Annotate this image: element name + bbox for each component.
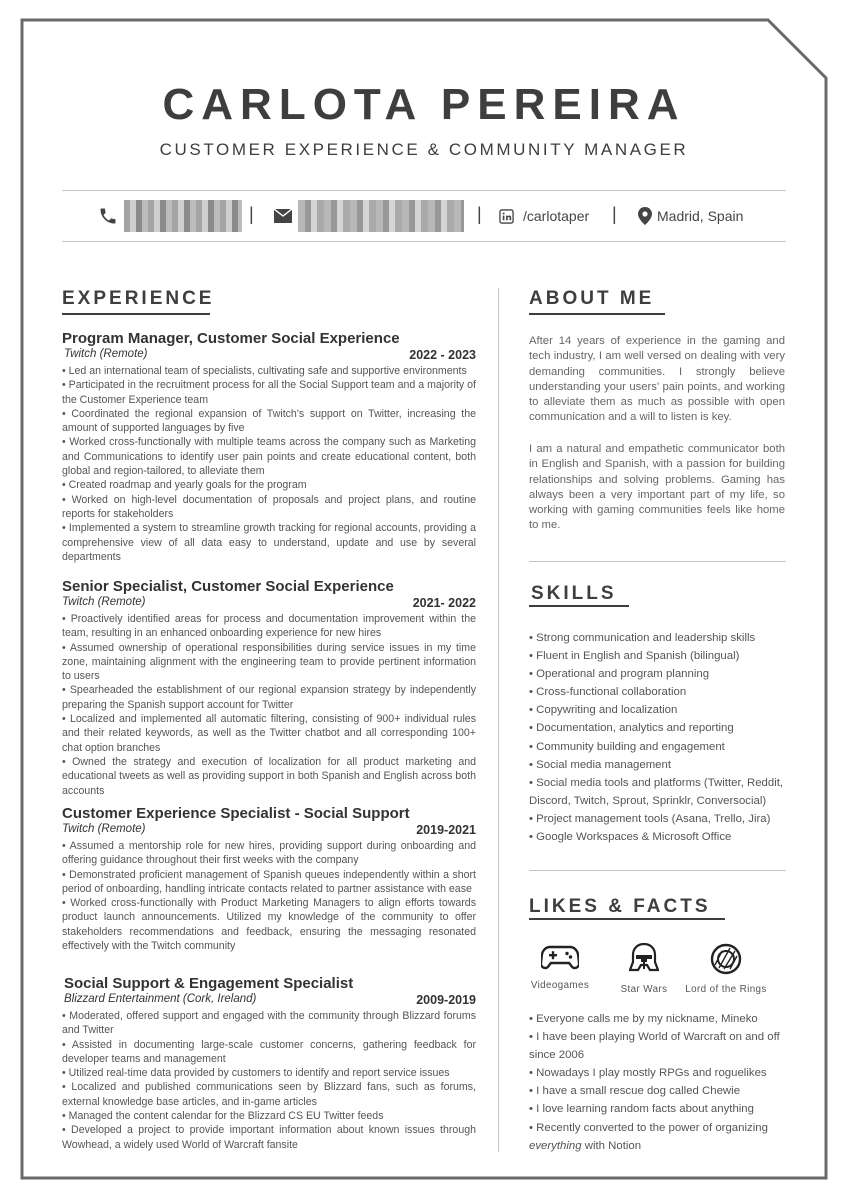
job-bullet: • Led an international team of specialists, cultivating safe and supportive environments [62, 365, 467, 377]
job-bullet: • Owned the strategy and execution of localization for all product marketing and educational tweets as well as providing support in both Spanish and English across both accounts [62, 755, 476, 797]
contact-separator: | [612, 204, 617, 224]
job-bullet: • Implemented a system to streamline growth tracking for regional accounts, providing a comprehensive view of all data easy to understand, update and use by several departments [62, 522, 476, 563]
job-title: Program Manager, Customer Social Experience [62, 330, 400, 347]
fact-item: • Everyone calls me by my nickname, Mineko [529, 1013, 758, 1025]
job-bullet: • Localized and implemented all automatic filtering, consisting of 900+ individual rules and their related keywords, as well as the Twitter chatbot and all corresponding 100+ chat option branches [62, 713, 476, 754]
location-pin-icon [638, 207, 652, 225]
about-paragraph: After 14 years of experience in the gaming and tech industry, I am well versed on dealing with very demanding communities. I strongly believe understanding your users' pain points, and working to alleviate them as much as possible with open communication and a will to listen is key. [529, 335, 785, 424]
job-bullets [62, 1009, 476, 1152]
contact-email[interactable] [274, 200, 464, 232]
ring-icon [709, 942, 743, 976]
job-bullets [62, 612, 476, 798]
about-paragraph: I am a natural and empathetic communicator both in English and Spanish, with a passion for building relationships and solving problems. Gaming has always been a very important part of my life, so working with gaming communities feels like home to me. [529, 443, 785, 532]
job-dates: 2009-2019 [416, 993, 476, 1007]
contact-location [638, 200, 743, 232]
job-entry [62, 805, 476, 953]
job-bullet: • Spearheaded the establishment of our regional expansion strategy by independently preparing the Spanish support account for Twitter [62, 684, 476, 711]
redacted-email [298, 200, 464, 232]
skill-item: • Project management tools (Asana, Trello, Jira) [529, 812, 771, 825]
about-underline [529, 313, 665, 315]
skill-item: • Strong communication and leadership skills [529, 632, 756, 644]
job-bullet: • Managed the content calendar for the Blizzard CS EU Twitter feeds [62, 1110, 384, 1123]
job-bullet: • Coordinated the regional expansion of Twitch's support on Twitter, increasing the amount of supported languages by five [62, 407, 476, 435]
skill-item: • Operational and program planning [529, 668, 710, 681]
like-lotr [676, 942, 776, 995]
like-label: Lord of the Rings [685, 984, 767, 995]
skills-heading: SKILLS [531, 583, 617, 604]
contact-linkedin[interactable] [499, 200, 589, 232]
job-bullet: • Participated in the recruitment process for all the Social Support team and a majority of the Customer Experience team [62, 379, 476, 406]
location-text: Madrid, Spain [657, 208, 744, 224]
job-title: Social Support & Engagement Specialist [64, 975, 354, 992]
job-bullets [62, 839, 476, 953]
contact-separator: | [477, 204, 482, 224]
fact-item: • I have a small rescue dog called Chewie [529, 1085, 741, 1098]
experience-underline [62, 313, 210, 315]
like-star-wars [604, 942, 684, 995]
fact-item [529, 1119, 791, 1155]
job-bullet: • Assumed ownership of operational responsibilities during service issues in my time zone, maintaining alignment with the engineering team to provide pertinent information to users [62, 641, 476, 683]
facts-list [529, 1010, 791, 1155]
fact-item: • I love learning random facts about anything [529, 1103, 754, 1116]
job-bullet: • Moderated, offered support and engaged with the community through Blizzard forums and Twitter [62, 1010, 476, 1037]
fact-item: • Nowadays I play mostly RPGs and roguelikes [529, 1067, 767, 1080]
job-bullet: • Worked on high-level documentation of proposals and project plans, and routine reports for stakeholders [62, 493, 476, 520]
job-company: Twitch (Remote) [62, 823, 146, 835]
likes-underline [529, 918, 725, 920]
job-bullet: • Developed a project to provide important information about known issues through Wowhead, a widely used World of Warcraft fansite [62, 1124, 476, 1151]
experience-heading: EXPERIENCE [62, 288, 215, 309]
job-bullet: • Assisted in documenting large-scale customer concerns, gathering feedback for developer teams and management [62, 1038, 476, 1065]
job-entry [62, 578, 476, 798]
skills-underline [529, 605, 629, 607]
skills-divider [529, 870, 786, 871]
likes-heading: LIKES & FACTS [529, 896, 711, 917]
phone-icon [98, 206, 118, 226]
linkedin-handle: /carlotaper [523, 208, 590, 224]
job-bullets [62, 364, 476, 564]
about-divider [529, 561, 786, 562]
gamepad-icon [541, 942, 579, 972]
contact-top-divider [62, 190, 786, 191]
job-bullet: • Localized and published communications seen by Blizzard fans, such as forums, external knowledge base articles, and in-game articles [62, 1081, 476, 1108]
column-divider [498, 288, 499, 1152]
candidate-name: CARLOTA PEREIRA [162, 80, 686, 129]
job-title: Customer Experience Specialist - Social Support [62, 805, 410, 822]
mail-icon [274, 209, 292, 223]
fact-item: • I have been playing World of Warcraft on and off since 2006 [529, 1031, 780, 1062]
candidate-title: CUSTOMER EXPERIENCE & COMMUNITY MANAGER [159, 140, 689, 159]
job-bullet: • Assumed a mentorship role for new hires, providing support during onboarding and offering guidance throughout their first weeks with the company [62, 840, 476, 867]
skill-item: • Cross-functional collaboration [529, 686, 687, 699]
job-dates: 2021- 2022 [412, 596, 476, 610]
job-dates: 2019-2021 [416, 823, 476, 837]
job-entry [62, 975, 476, 1152]
job-entry [62, 330, 476, 564]
job-title: Senior Specialist, Customer Social Experience [62, 578, 394, 595]
skill-item: • Documentation, analytics and reporting [529, 722, 734, 735]
skill-item: • Community building and engagement [529, 740, 725, 753]
fact-text: • Recently converted to the power of organizing [529, 1121, 768, 1134]
like-label: Videogames [530, 980, 590, 991]
skill-item: • Social media tools and platforms (Twitter, Reddit, Discord, Twitch, Sprout, Sprinklr, Conversocial) [529, 776, 784, 807]
contact-separator: | [249, 204, 254, 224]
job-bullet: • Worked cross-functionally with multiple teams across the company such as Marketing and Communications to identify user pain points and create educational content, both global and region-tailored, to alleviate them [62, 436, 476, 478]
fact-emphasis: everything [529, 1139, 582, 1152]
like-videogames [520, 942, 600, 991]
skill-item: • Social media management [529, 758, 672, 771]
skill-item: • Copywriting and localization [529, 704, 678, 717]
job-dates: 2022 - 2023 [409, 348, 476, 362]
job-company: Twitch (Remote) [62, 596, 146, 608]
redacted-phone [124, 200, 242, 232]
job-bullet: • Demonstrated proficient management of Spanish queues independently within a short period of onboarding, handling intricate contacts related to partner assistance with ease [62, 868, 476, 895]
about-heading: ABOUT ME [529, 288, 655, 309]
job-bullet: • Utilized real-time data provided by customers to identify and report service issues [62, 1067, 450, 1080]
skill-item: • Fluent in English and Spanish (bilingual) [529, 650, 740, 663]
fact-text: with Notion [581, 1139, 642, 1152]
job-bullet: • Proactively identified areas for process and documentation improvement within the team, resulting in an enhanced onboarding experience for new hires [62, 613, 476, 640]
contact-phone[interactable] [98, 200, 242, 232]
job-bullet: • Created roadmap and yearly goals for the program [62, 479, 307, 492]
helmet-icon [629, 942, 659, 976]
job-bullet: • Worked cross-functionally with Product Marketing Managers to align efforts towards product launch announcements. Utilized my knowledge of the community to offer stakeholders recommendations and feedback, ensuring the messaging resonated effectively with the Twitch community [62, 897, 476, 953]
contact-bottom-divider [62, 241, 786, 242]
skills-list [529, 629, 791, 846]
job-company: Blizzard Entertainment (Cork, Ireland) [64, 993, 257, 1005]
linkedin-icon [499, 209, 514, 224]
skill-item: • Google Workspaces & Microsoft Office [529, 831, 732, 844]
job-company: Twitch (Remote) [64, 348, 148, 360]
like-label: Star Wars [620, 984, 668, 995]
